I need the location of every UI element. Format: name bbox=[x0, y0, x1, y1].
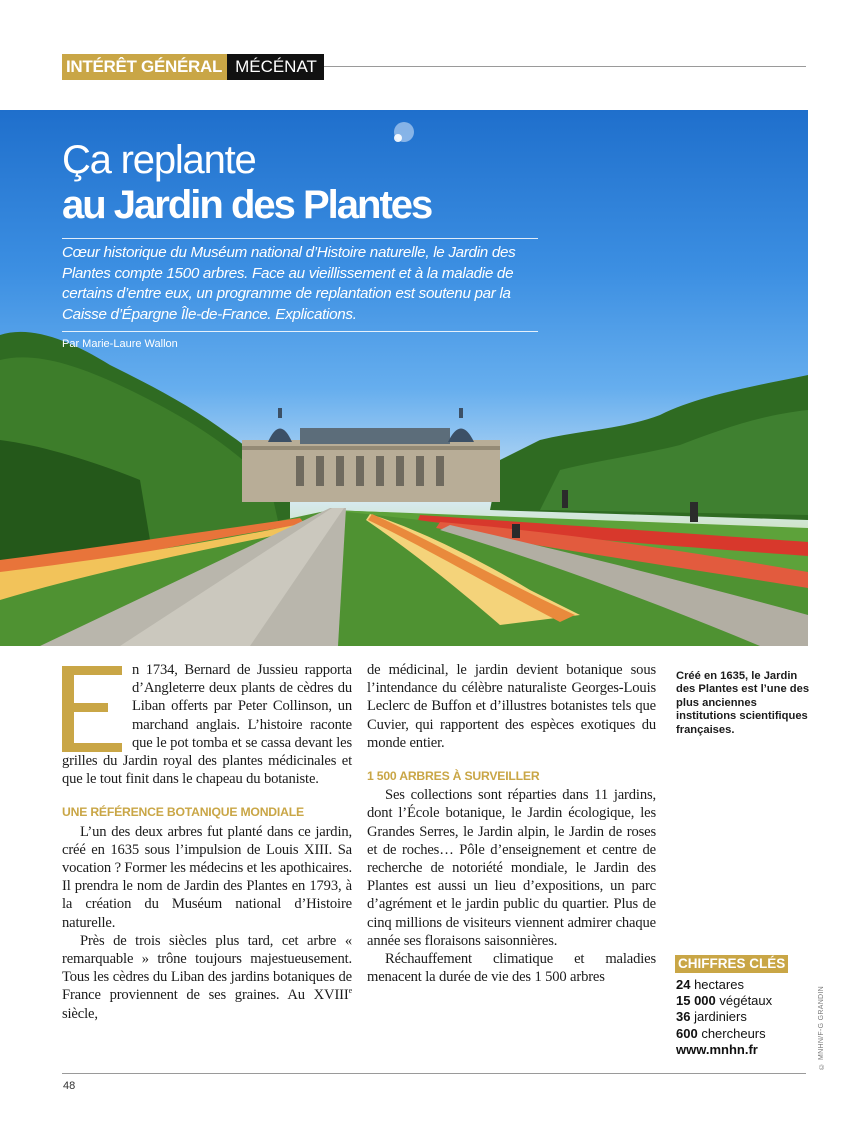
byline: Par Marie-Laure Wallon bbox=[62, 337, 178, 350]
intro-paragraph: n 1734, Bernard de Jussieu rapporta d’Angleterre deux plants de cèdres du Liban offerts par Peter Collinson, un marchand anglais. L’histoire raconte que le pot tomba et se cassa devant les grilles du Jardin royal des plantes médicinales et que le tout finit dans le chapeau du botaniste. bbox=[62, 662, 352, 788]
article-column-1 bbox=[62, 661, 352, 1023]
figure-jardiniers: 36 jardiniers bbox=[676, 1009, 747, 1025]
title-line-1: Ça replante bbox=[62, 138, 256, 182]
title-rule bbox=[62, 238, 538, 239]
section-primary: INTÉRÊT GÉNÉRAL bbox=[62, 54, 227, 80]
paragraph-history: L’un des deux arbres fut planté dans ce jardin, créé en 1635 sous l’impulsion de Louis XIII. Sa vocation ? Former les médecins et les apothicaires. Il prendra le nom de Jardin des Plantes en 1793, à la création du Muséum national d’Histoire naturelle. bbox=[62, 823, 352, 931]
subhead-reference: UNE RÉFÉRENCE BOTANIQUE MONDIALE bbox=[62, 805, 304, 820]
section-secondary: MÉCÉNAT bbox=[227, 54, 324, 80]
figure-hectares: 24 hectares bbox=[676, 977, 744, 992]
page-number: 48 bbox=[63, 1080, 76, 1092]
key-figures-list bbox=[676, 977, 772, 1058]
article-column-2 bbox=[367, 661, 656, 986]
dropcap-e bbox=[62, 666, 122, 752]
section-tag bbox=[62, 54, 324, 80]
paragraph-collections: Ses collections sont réparties dans 11 jardins, dont l’École botanique, le Jardin écologique, les Grandes Serres, le Jardin alpin, le Jardin de roses et de roches… Pôle d’enseignement et centre de recherche de notoriété mondiale, le Jardin des Plantes est aussi un lieu d’expositions, un parc d’agrément et le jardin public du quartier. Plus de cinq millions de visiteurs viennent admirer chaque année ses floraisons saisonnières. bbox=[367, 787, 656, 949]
photo-credit: © MNHN/F-G GRANDIN bbox=[818, 986, 825, 1070]
lead-paragraph: Cœur historique du Muséum national d’Histoire naturelle, le Jardin des Plantes compte 1500 arbres. Face au vieillissement et à la maladie de certains d’entre eux, un programme de replantation est soutenu par la Caisse d’Épargne Île-de-France. Explications. bbox=[62, 244, 516, 324]
figure-chercheurs: 600 chercheurs bbox=[676, 1025, 766, 1041]
paragraph-cedar bbox=[62, 932, 352, 1023]
paragraph-climate: Réchauffement climatique et maladies menacent la durée de vie des 1 500 arbres bbox=[367, 951, 656, 986]
hero-photo bbox=[0, 110, 808, 646]
lead-rule bbox=[62, 331, 538, 332]
century-sup: e bbox=[348, 986, 352, 996]
key-figures-title: CHIFFRES CLÉS bbox=[675, 955, 788, 973]
cedar-text: Près de trois siècles plus tard, cet arbre « remarquable » trône toujours majestueusement. Tous les cèdres du Liban des jardins botaniques de France proviennent de ses graines. Au XVIII bbox=[62, 932, 352, 1004]
website-link[interactable]: www.mnhn.fr bbox=[676, 1041, 758, 1057]
title-line-2: au Jardin des Plantes bbox=[62, 183, 432, 227]
cedar-text-end: siècle, bbox=[62, 1005, 98, 1022]
figure-vegetaux: 15 000 végétaux bbox=[676, 993, 773, 1009]
footer-rule bbox=[62, 1073, 806, 1074]
paragraph-buffon: de médicinal, le jardin devient botanique sous l’intendance du célèbre naturaliste Georges-Louis Leclerc de Buffon et d’illustres botanistes tels que Cuvier, qui rapportent des espèces exotiques du monde entier. bbox=[367, 662, 656, 751]
subhead-trees: 1 500 ARBRES À SURVEILLER bbox=[367, 769, 540, 784]
headline-block bbox=[62, 138, 538, 350]
sidebar-note: Créé en 1635, le Jardin des Plantes est l’une des plus anciennes institutions scientifiques françaises. bbox=[676, 670, 810, 736]
